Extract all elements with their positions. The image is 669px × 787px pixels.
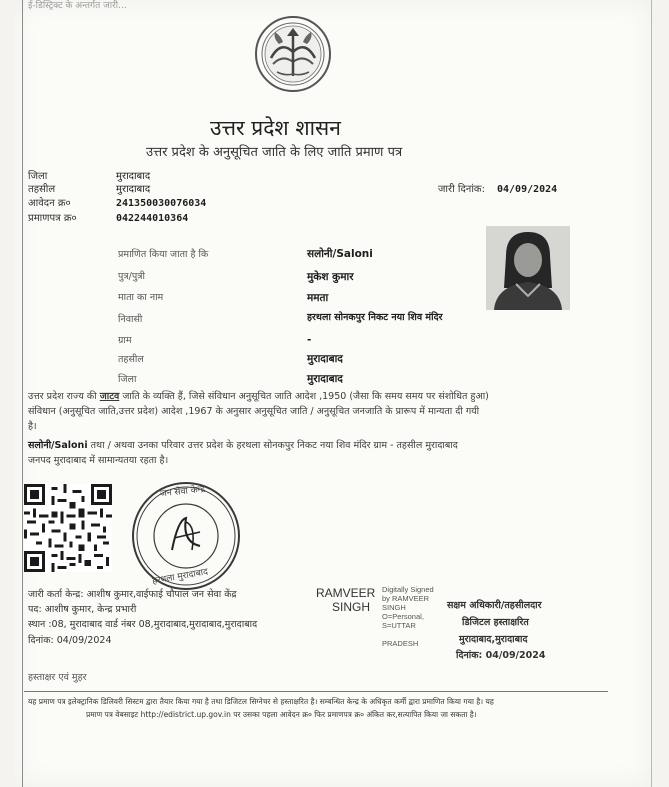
authority-role: सक्षम अधिकारी/तहसीलदार bbox=[447, 600, 542, 611]
certified-name: सलोनी/Saloni bbox=[307, 248, 373, 260]
residence-paragraph-line-2: जनपद मुरादाबाद में सामान्यतया रहता है। bbox=[28, 455, 169, 466]
residence-paragraph-line-1 bbox=[28, 441, 458, 452]
resident-value: हरथला सोनकपुर निकट नया शिव मंदिर bbox=[307, 312, 443, 323]
issuer-place-line: स्थान :08, मुरादाबाद वार्ड नंबर 08,मुरादाबाद,मुरादाबाद,मुरादाबाद bbox=[28, 619, 258, 630]
verification-qr-code bbox=[24, 484, 112, 572]
person-tehsil-label: तहसील bbox=[118, 354, 144, 365]
district-value: मुरादाबाद bbox=[116, 171, 151, 182]
certificate-number-label: प्रमाणपत्र क्र० bbox=[28, 213, 77, 224]
document-title: उत्तर प्रदेश शासन bbox=[210, 116, 341, 140]
left-border-line bbox=[22, 0, 23, 787]
district-label: जिला bbox=[28, 171, 48, 182]
authority-date: दिनांक: 04/09/2024 bbox=[456, 650, 546, 661]
caste-paragraph-line-3: है। bbox=[28, 421, 37, 432]
issue-date-value: 04/09/2024 bbox=[497, 184, 558, 195]
header-top-text: ई-डिस्ट्रिक्ट के अन्तर्गत जारी... bbox=[28, 1, 127, 11]
residence-person-name: सलोनी/Saloni bbox=[28, 440, 88, 451]
applicant-photo-image bbox=[486, 226, 570, 310]
digital-sig-line-1: Digitally Signed bbox=[382, 585, 434, 594]
up-government-emblem-icon bbox=[253, 14, 333, 94]
village-label: ग्राम bbox=[118, 335, 132, 346]
certificate-number-value: 042244010364 bbox=[116, 213, 189, 224]
child-of-value: मुकेश कुमार bbox=[307, 271, 354, 283]
residence-paragraph-text: तथा / अथवा उनका परिवार उत्तर प्रदेश के हरथला सोनकपुर निकट नया शिव मंदिर ग्राम - तहसील मुरादाबाद bbox=[87, 440, 458, 451]
person-district-value: मुरादाबाद bbox=[307, 373, 343, 385]
digital-signer-name-2: SINGH bbox=[332, 600, 371, 614]
issuer-post-line: पद: आशीष कुमार, केन्द्र प्रभारी bbox=[28, 604, 137, 615]
child-of-label: पुत्र/पुत्री bbox=[118, 271, 145, 282]
resident-label: निवासी bbox=[118, 314, 143, 325]
caste-paragraph-line-1 bbox=[28, 392, 489, 403]
person-district-label: जिला bbox=[118, 374, 137, 385]
digital-sig-line-2: by RAMVEER bbox=[382, 594, 430, 603]
mother-label: माता का नाम bbox=[118, 292, 164, 303]
caste-paragraph-suffix: जाति के व्यक्ति हैं, जिसे संविधान अनुसूचित जाति आदेश ,1950 (जैसा कि समय समय पर संशोधित हुआ) bbox=[119, 391, 489, 402]
footer-line-1: यह प्रमाण पत्र इलेक्ट्रानिक डिलिवरी सिस्टम द्वारा तैयार किया गया है तथा डिजिटल सिग्नेचर से हस्ताक्षरित है। सम्बन्धित केन्द्र के अधिकृत कर्मी द्वारा प्रमाणित किया गया है। यह bbox=[28, 697, 494, 706]
issuer-date-line: दिनांक: 04/09/2024 bbox=[28, 635, 112, 646]
right-border-line bbox=[651, 0, 652, 787]
tehsil-label: तहसील bbox=[28, 184, 56, 195]
authority-place: मुरादाबाद,मुरादाबाद bbox=[459, 634, 528, 645]
footer-divider bbox=[24, 691, 608, 692]
stamp-bottom-text: हरथला मुरादाबाद bbox=[151, 567, 209, 587]
certified-label: प्रमाणित किया जाता है कि bbox=[118, 249, 209, 260]
sign-seal-label: हस्ताक्षर एवं मुहर bbox=[28, 672, 87, 683]
stamp-top-text: जन सेवा केन्द्र bbox=[159, 484, 206, 500]
digital-sig-line-6: PRADESH bbox=[382, 639, 419, 648]
caste-paragraph-prefix: उत्तर प्रदेश राज्य की bbox=[28, 391, 100, 402]
village-value: - bbox=[307, 334, 312, 346]
authority-signed: डिजिटल हस्ताक्षरित bbox=[462, 617, 529, 628]
caste-paragraph-line-2: संविधान (अनुसूचित जाति,उत्तर प्रदेश) आदेश ,1967 के अनुसार अनुसूचित जाति / अनुसूचित जनजाति के प्रारूप में मान्यता दी गयी bbox=[28, 406, 480, 417]
caste-name: जाटव bbox=[99, 391, 120, 402]
mother-value: ममता bbox=[307, 292, 329, 304]
digital-sig-line-4: O=Personal, bbox=[382, 612, 424, 621]
issue-date-label: जारी दिनांक: bbox=[438, 184, 485, 195]
application-number-label: आवेदन क्र० bbox=[28, 198, 71, 209]
digital-sig-line-3: SINGH bbox=[382, 603, 406, 612]
application-number-value: 241350030076034 bbox=[116, 198, 207, 209]
applicant-photo bbox=[486, 226, 570, 310]
person-tehsil-value: मुरादाबाद bbox=[307, 353, 343, 365]
tehsil-value: मुरादाबाद bbox=[116, 184, 151, 195]
digital-sig-line-5: S=UTTAR bbox=[382, 621, 416, 630]
document-subtitle: उत्तर प्रदेश के अनुसूचित जाति के लिए जाति प्रमाण पत्र bbox=[146, 145, 403, 160]
digital-signer-name-1: RAMVEER bbox=[316, 586, 376, 600]
footer-line-2: प्रमाण पत्र वेबसाइट http://edistrict.up.gov.in पर उसका पहला आवेदन क्र० फिर प्रमाणपत्र क्र० अंकित कर,सत्यापित किया जा सकता है। bbox=[86, 710, 477, 719]
issuing-center-line: जारी कर्ता केन्द्र: आशीष कुमार,वाईफाई चौपाल जन सेवा केंद्र bbox=[28, 589, 237, 600]
